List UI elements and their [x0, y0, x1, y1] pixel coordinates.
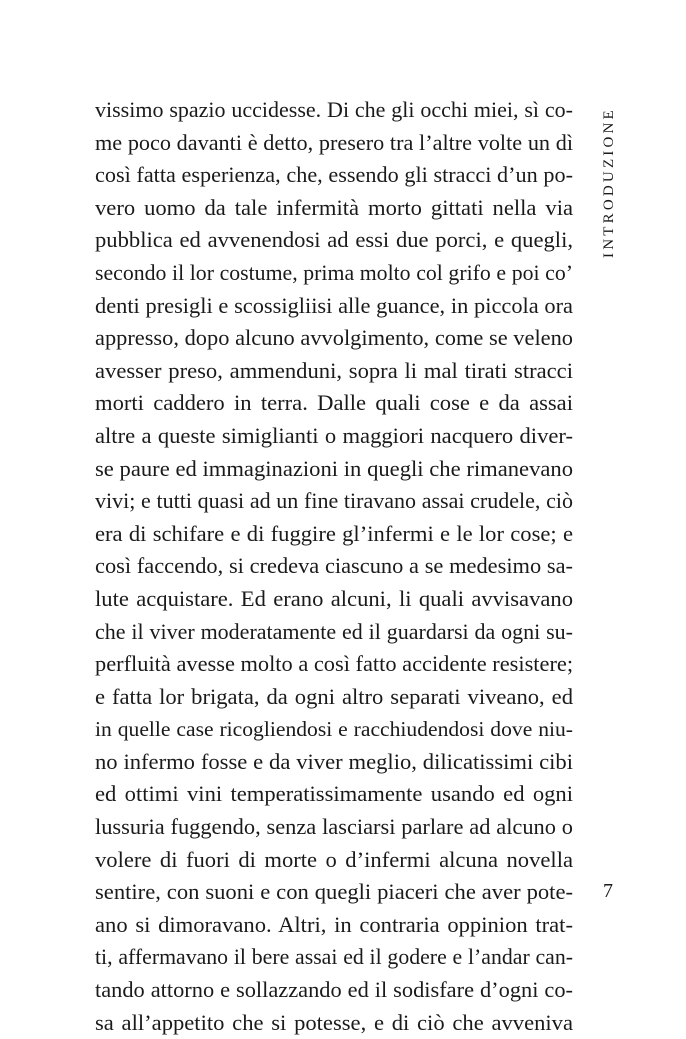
text-line: che il viver moderatamente ed il guardarsi da ogni su- — [95, 618, 573, 644]
text-line: così faccendo, si credeva ciascuno a se medesimo sa- — [95, 553, 573, 579]
text-line: avesser preso, ammenduni, sopra li mal tirati stracci — [95, 357, 573, 383]
body-text — [95, 94, 573, 1039]
text-line: volere di fuori di morte o d’infermi alcuna novella — [95, 846, 573, 872]
text-line: pubblica ed avvenendosi ad essi due porci, e quegli, — [95, 227, 573, 253]
text-line: e fatta lor brigata, da ogni altro separati viveano, ed — [95, 683, 573, 709]
text-line: no infermo fosse e da viver meglio, dilicatissimi cibi — [95, 748, 573, 774]
text-line: ed ottimi vini temperatissimamente usando ed ogni — [95, 781, 573, 807]
text-line: vissimo spazio uccidesse. Di che gli occhi miei, sì co- — [95, 97, 573, 122]
text-line: me poco davanti è detto, presero tra l’altre volte un dì — [95, 129, 573, 155]
running-head-text: INTRODUZIONE — [601, 107, 617, 258]
page-number: 7 — [603, 880, 613, 902]
text-line: perfluità avesse molto a così fatto accidente resistere; — [95, 651, 574, 677]
text-line: se paure ed immaginazioni in quegli che rimanevano — [95, 455, 573, 481]
text-line: in quelle case ricogliendosi e racchiudendosi dove niu- — [95, 717, 573, 742]
text-line: ano si dimoravano. Altri, in contraria oppinion trat- — [95, 911, 573, 937]
text-line: appresso, dopo alcuno avvolgimento, come se veleno — [95, 325, 573, 351]
text-line: lussuria fuggendo, senza lasciarsi parlare ad alcuno o — [95, 814, 573, 840]
text-line: denti presigli e scossigliisi alle guance, in piccola ora — [95, 292, 573, 318]
text-line: era di schifare e di fuggire gl’infermi e le lor cose; e — [95, 520, 573, 546]
text-line: sa all’appetito che si potesse, e di ciò che avveniva — [95, 1009, 573, 1035]
text-line: lute acquistare. Ed erano alcuni, li quali avvisavano — [95, 585, 573, 611]
text-line: sentire, con suoni e con quegli piaceri che aver pote- — [95, 879, 573, 905]
running-head — [594, 100, 624, 265]
text-line: tando attorno e sollazzando ed il sodisfare d’ogni co- — [95, 977, 573, 1003]
text-line: ti, affermavano il bere assai ed il godere e l’andar can- — [95, 945, 573, 970]
text-line: secondo il lor costume, prima molto col grifo e poi co’ — [95, 260, 573, 285]
text-line: altre a queste simiglianti o maggiori nacquero diver- — [95, 422, 573, 448]
text-line: vero uomo da tale infermità morto gittati nella via — [95, 194, 573, 220]
text-line: morti caddero in terra. Dalle quali cose e da assai — [95, 390, 573, 416]
text-line: vivi; e tutti quasi ad un fine tiravano assai crudele, ciò — [95, 488, 573, 514]
text-line: così fatta esperienza, che, essendo gli stracci d’un po- — [95, 162, 573, 188]
